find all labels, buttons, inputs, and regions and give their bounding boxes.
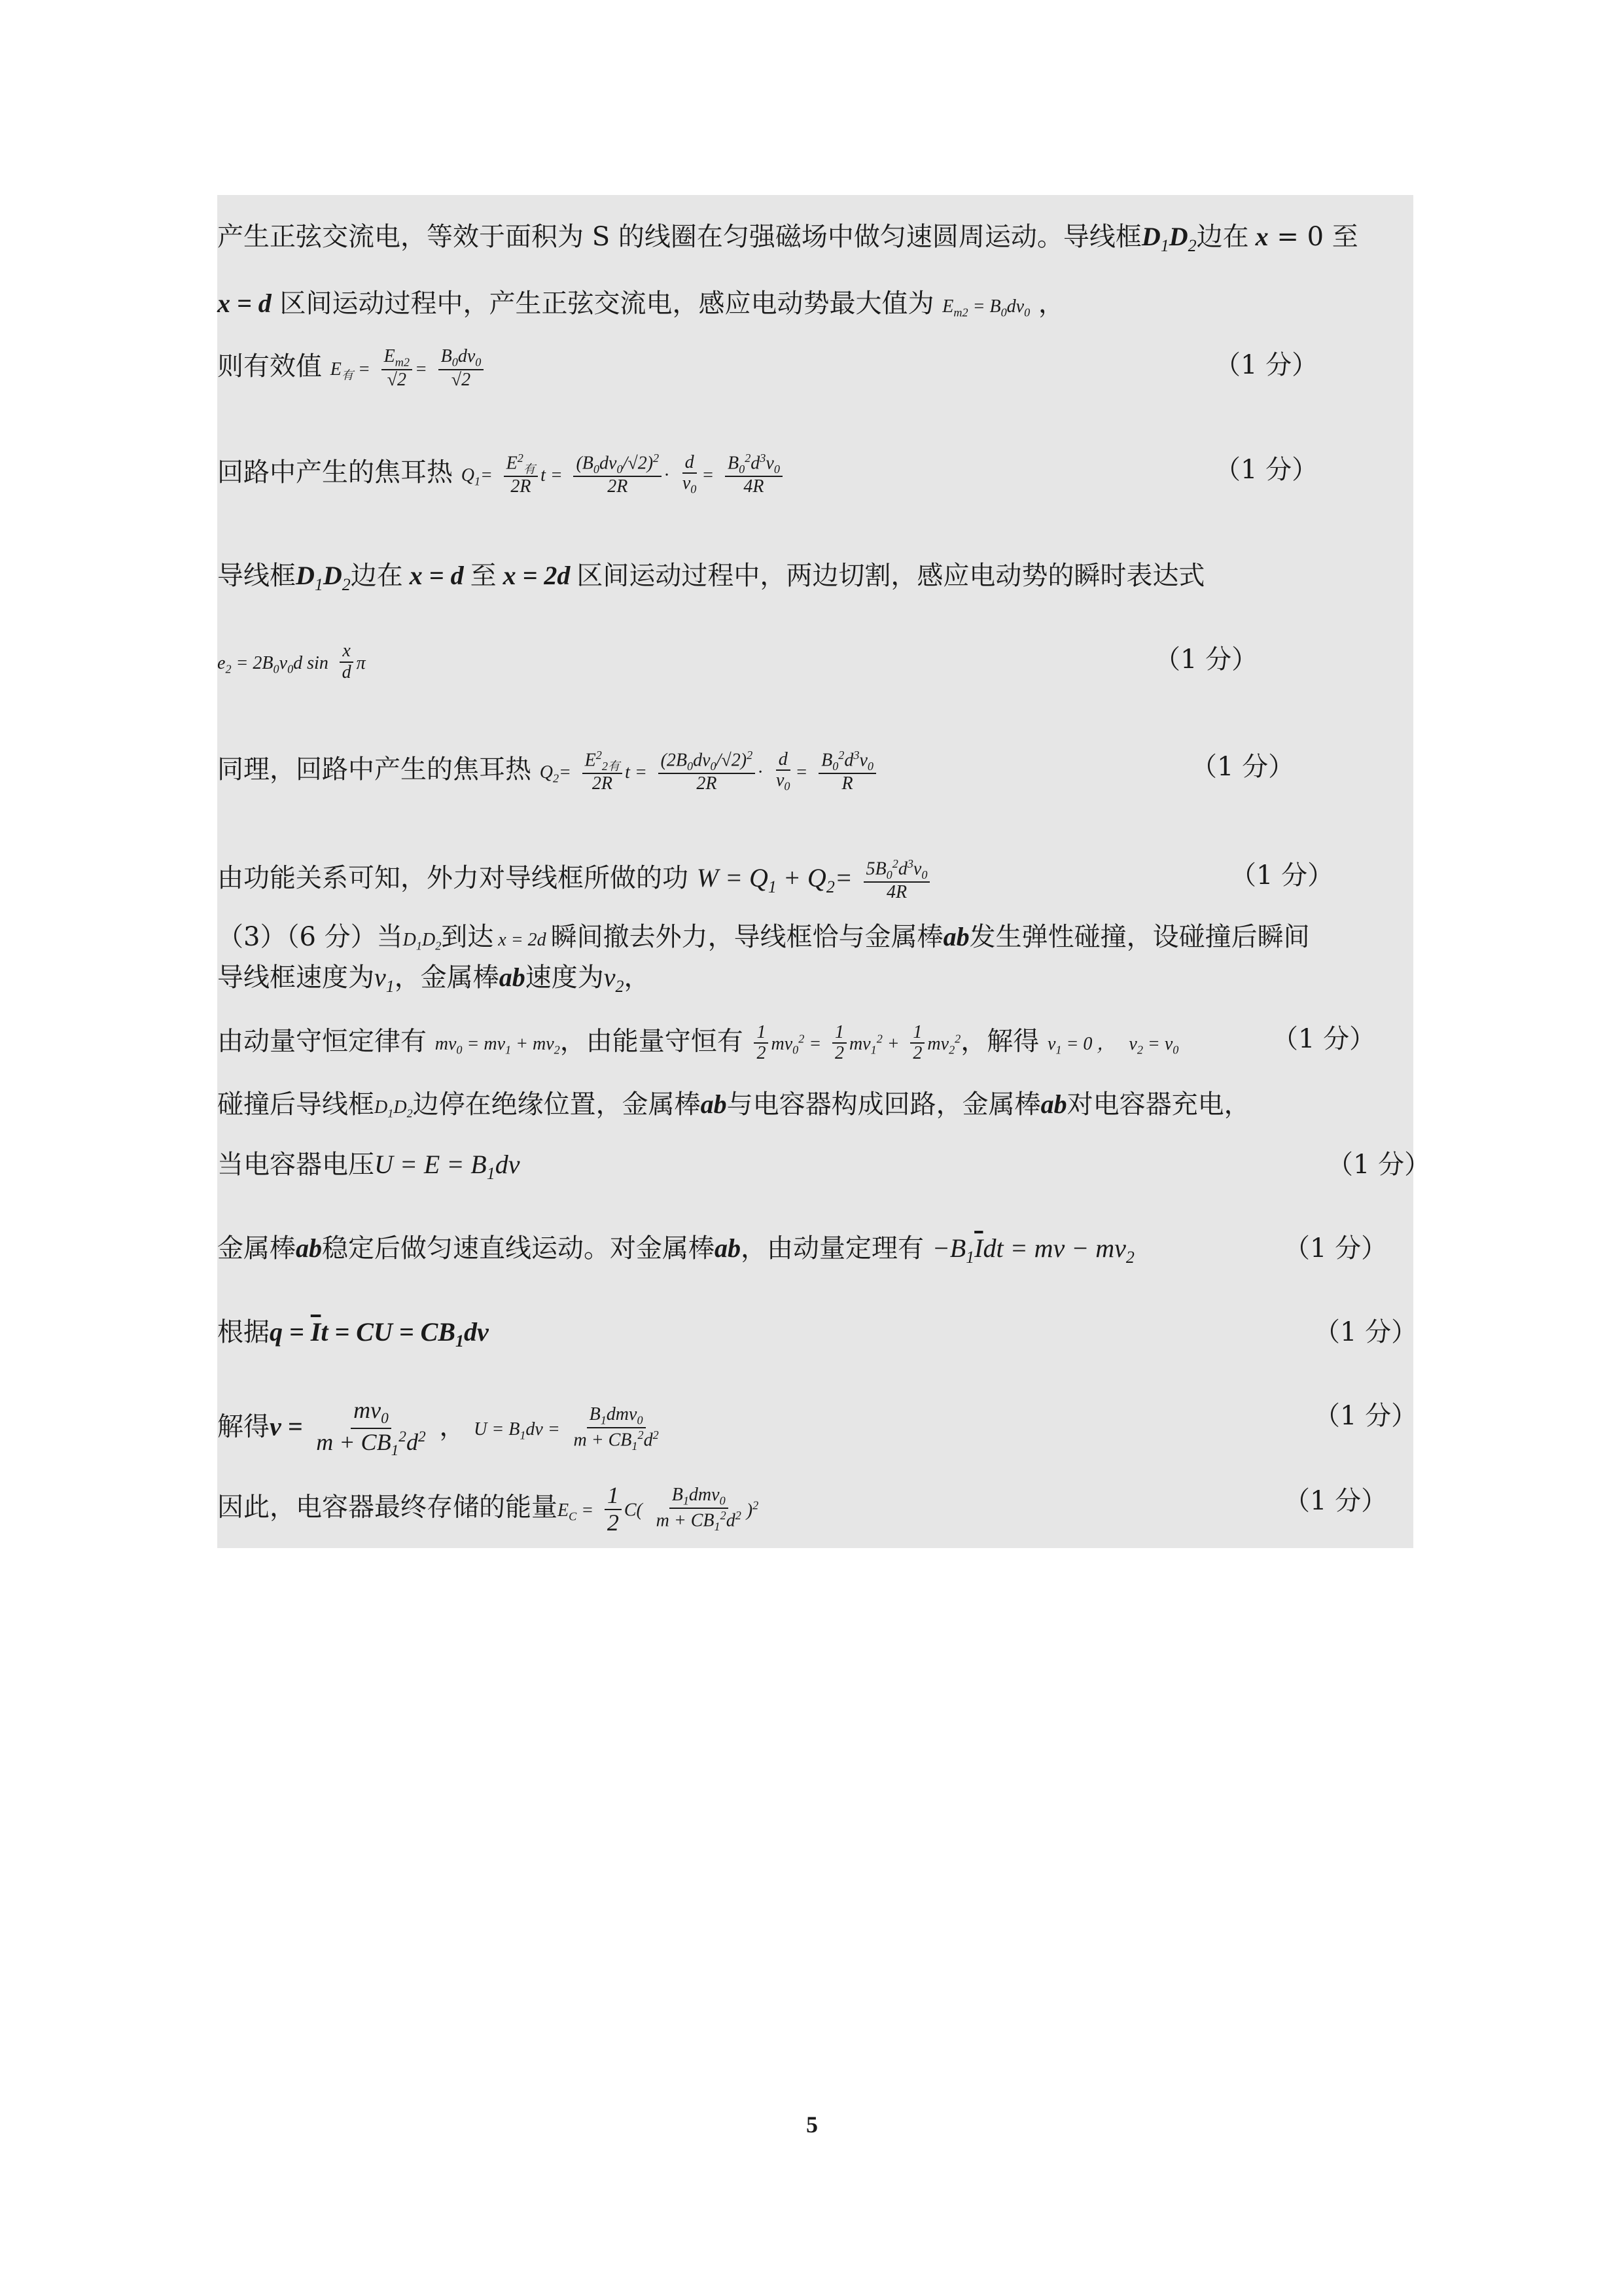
line-6: $e_2 = 2B_0v_0d$ sin $\frac{x}{d}$ π xyxy=(217,641,366,682)
score-8: （1 分） xyxy=(1284,1233,1388,1263)
line-9: （3）（6 分）当$D_1D_2$到达 x = 2d 瞬间撤去外力，导线框恰与金属棒ab发生弹性碰撞，设碰撞后瞬间 xyxy=(217,922,1310,953)
line-16: 解得v = $\frac{mv_0}{m + CB_1^2d^2}$ ， $U = B_1dv$ = $\frac{B_1dmv_0}{m + CB_1^2d^2}$ xyxy=(217,1397,659,1460)
line-4: 回路中产生的焦耳热 $Q_1=$ $\frac{E^2_有}{2R}$ t = $\frac{(B_0dv_0/√2)^2}{2R}$ · $\frac{d}{v_0}$ = $\frac{B_0^2d^3v_0}{4R}$ xyxy=(217,451,1413,499)
line-13: 当电容器电压$U = E = B_1dv$ xyxy=(217,1150,520,1183)
score-11: （1 分） xyxy=(1284,1486,1388,1516)
score-1: （1 分） xyxy=(1214,350,1318,380)
score-6: （1 分） xyxy=(1272,1024,1376,1054)
score-5: （1 分） xyxy=(1230,860,1334,891)
line-3: 则有效值 $E_有$ = $\frac{E_{m2}}{√2}$ = $\frac{B_0dv_0}{√2}$ xyxy=(217,347,1413,394)
score-2: （1 分） xyxy=(1214,455,1318,485)
line-7: 同理，回路中产生的焦耳热 $Q_2=$ $\frac{E^2_{2有}}{2R}$ t = $\frac{(2B_0dv_0/√2)^2}{2R}$ · $\frac{d}{v_0}$ = $\frac{B_0^2d^3v_0}{R}$ xyxy=(217,749,1413,796)
score-7: （1 分） xyxy=(1327,1150,1431,1180)
score-4: （1 分） xyxy=(1191,752,1295,782)
score-3: （1 分） xyxy=(1154,645,1258,675)
score-9: （1 分） xyxy=(1314,1317,1418,1347)
line-12: 碰撞后导线框$D_1D_2$边停在绝缘位置，金属棒ab与电容器构成回路，金属棒ab对电容器充电， xyxy=(217,1089,1250,1120)
line-17: 因此，电容器最终存储的能量$E_C$ = $\frac{1}{2}$ C( $\frac{B_1dmv_0}{m + CB_1^2d^2}$ )$^2$ xyxy=(217,1482,759,1536)
line-2: x = d 区间运动过程中，产生正弦交流电，感应电动势最大值为 $E_{m2} = B_0dv_0$ ， xyxy=(217,289,1065,319)
page-number: 5 xyxy=(806,2111,818,2138)
line-5: 导线框$D_1D_2$边在 x = d 至 x = 2d 区间运动过程中，两边切割，感应电动势的瞬时表达式 xyxy=(217,561,1205,594)
line-11: 由动量守恒定律有 $mv_0 = mv_1 + mv_2$，由能量守恒有 $\frac{1}{2}$ $mv_0^2$ = $\frac{1}{2}$ $mv_1^2$ + $\frac{1}{2}$ $mv_2^2$，解得 $v_1 = 0$ ， $v_2 = v_0$ xyxy=(217,1021,1179,1064)
line-10: 导线框速度为$v_1$，金属棒ab速度为$v_2$， xyxy=(217,963,650,996)
score-10: （1 分） xyxy=(1314,1401,1418,1431)
line-15: 根据$q = \overline{I}t$ = CU = $CB_1dv$ xyxy=(217,1317,489,1351)
line-8: 由功能关系可知，外力对导线框所做的功 $W = Q_1 + Q_2=$ $\frac{5B_0^2d^3v_0}{4R}$ xyxy=(217,857,1413,906)
line-14: 金属棒ab稳定后做匀速直线运动。对金属棒ab，由动量定理有 $-B_1\overline{I}dt$ = mv − $mv_2$ xyxy=(217,1233,1135,1267)
line-1: 产生正弦交流电，等效于面积为 S 的线圈在匀强磁场中做匀速圆周运动。导线框$D_1D_2$边在 x = 0 至 xyxy=(217,222,1358,255)
